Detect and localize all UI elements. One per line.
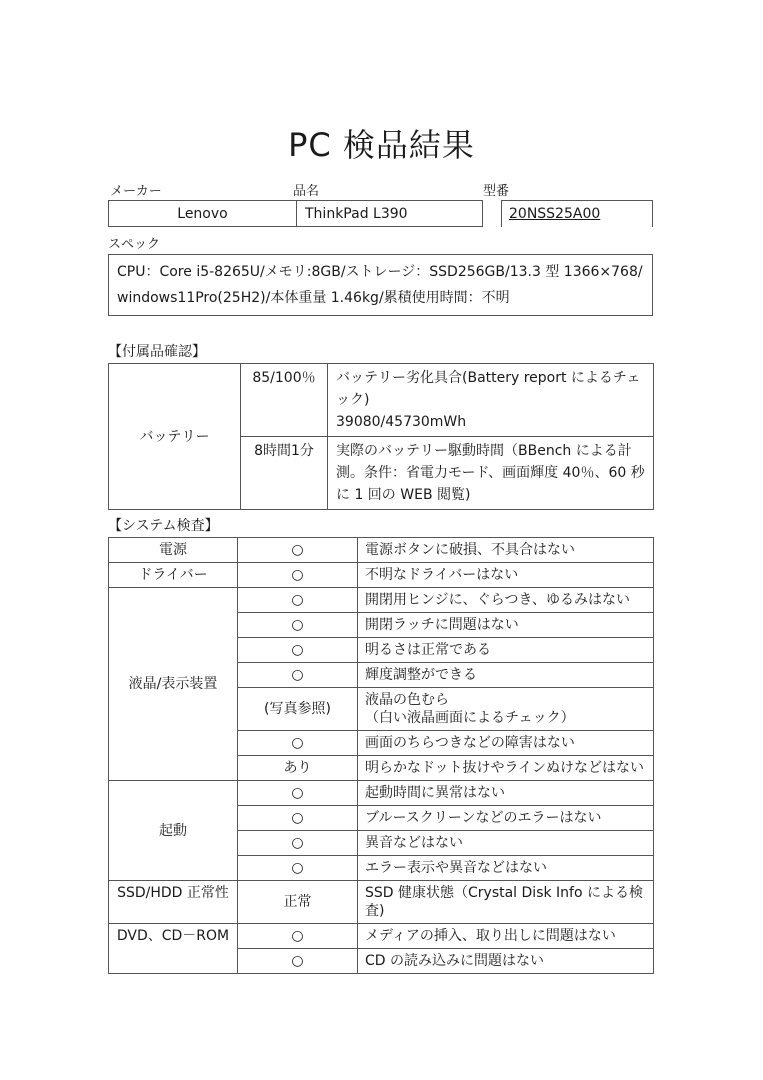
description-line: 起動時間に異常はない xyxy=(365,785,505,801)
spec-line: windows11Pro(25H2)/本体重量 1.46kg/累積使用時間：不明 xyxy=(117,290,510,306)
item-cell: ドライバー xyxy=(109,563,238,588)
system-section-title: 【システム検査】 xyxy=(108,518,219,534)
result-cell: ○ xyxy=(238,781,358,806)
product-table-row xyxy=(109,201,483,227)
model-number-box xyxy=(501,200,653,227)
inspection-row xyxy=(109,538,654,563)
description-line: 明らかなドット抜けやラインぬけなどはない xyxy=(365,760,645,776)
spec-label: スペック xyxy=(108,237,161,252)
description-line: 輝度調整ができる xyxy=(365,667,477,683)
result-cell: 正常 xyxy=(238,881,358,924)
result-cell: ○ xyxy=(238,563,358,588)
system-check-table xyxy=(108,537,654,974)
item-cell: バッテリー xyxy=(109,364,241,510)
description-line: 開閉用ヒンジに、ぐらつき、ゆるみはない xyxy=(365,592,630,608)
description-line: 液晶の色むら xyxy=(365,692,449,708)
description-line: 異音などはない xyxy=(365,835,463,851)
description-cell xyxy=(358,613,654,638)
description-line: バッテリー劣化具合(Battery report によるチェック) xyxy=(336,370,641,408)
inspection-row xyxy=(109,781,654,806)
result-cell: ○ xyxy=(238,638,358,663)
description-cell xyxy=(328,437,654,510)
maker-value: Lenovo xyxy=(109,201,297,227)
inspection-row xyxy=(109,563,654,588)
result-cell: ○ xyxy=(238,831,358,856)
result-cell: ○ xyxy=(238,538,358,563)
description-cell xyxy=(358,588,654,613)
description-line: メディアの挿入、取り出しに問題はない xyxy=(365,928,616,944)
item-cell: SSD/HDD 正常性 xyxy=(109,881,238,924)
result-cell: ○ xyxy=(238,613,358,638)
description-line: 不明なドライバーはない xyxy=(365,567,519,583)
accessory-section-title: 【付属品確認】 xyxy=(108,344,206,360)
inspection-row xyxy=(109,924,654,949)
description-cell xyxy=(358,638,654,663)
description-cell xyxy=(358,856,654,881)
description-line: エラー表示や異音などはない xyxy=(365,860,547,876)
accessory-check-table xyxy=(108,363,654,510)
result-cell: 85/100％ xyxy=(241,364,328,437)
result-cell: 8時間1分 xyxy=(241,437,328,510)
description-line: 画面のちらつきなどの障害はない xyxy=(365,735,575,751)
maker-column-label: メーカー xyxy=(110,184,162,199)
result-cell: ○ xyxy=(238,663,358,688)
description-cell xyxy=(358,731,654,756)
description-cell xyxy=(328,364,654,437)
description-cell xyxy=(358,949,654,974)
inspection-row xyxy=(109,588,654,613)
item-cell: 起動 xyxy=(109,781,238,881)
description-cell xyxy=(358,663,654,688)
product-name-value: ThinkPad L390 xyxy=(297,201,483,227)
model-column-label: 型番 xyxy=(483,184,510,199)
description-cell xyxy=(358,538,654,563)
description-line: 明るさは正常である xyxy=(365,642,491,658)
spec-line: CPU：Core i5-8265U/メモリ:8GB/ストレージ：SSD256GB/13.3 型 1366×768/ xyxy=(117,264,643,280)
result-cell: あり xyxy=(238,756,358,781)
description-cell xyxy=(358,563,654,588)
description-cell xyxy=(358,756,654,781)
inspection-row xyxy=(109,881,654,924)
description-line: 実際のバッテリー駆動時間（BBench による計測。条件：省電力モード、画面輝度 40％、60 秒に 1 回の WEB 閲覧) xyxy=(336,443,645,503)
description-cell xyxy=(358,688,654,731)
product-name-column-label: 品名 xyxy=(293,184,320,199)
description-line: ブルースクリーンなどのエラーはない xyxy=(365,810,602,826)
model-number-value: 20NSS25A00 xyxy=(509,206,601,222)
result-cell: ○ xyxy=(238,924,358,949)
result-cell: ○ xyxy=(238,806,358,831)
item-cell: 電源 xyxy=(109,538,238,563)
description-line: CD の読み込みに問題はない xyxy=(365,953,545,969)
item-cell: DVD、CD－ROM xyxy=(109,924,238,974)
page-title: PC 検品結果 xyxy=(288,126,475,164)
result-cell: (写真参照) xyxy=(238,688,358,731)
result-cell: ○ xyxy=(238,588,358,613)
result-cell: ○ xyxy=(238,731,358,756)
product-row xyxy=(108,200,653,227)
description-line: 開閉ラッチに問題はない xyxy=(365,617,519,633)
description-cell xyxy=(358,806,654,831)
description-cell xyxy=(358,831,654,856)
description-line: （白い液晶画面によるチェック） xyxy=(365,710,575,726)
product-header-row xyxy=(108,180,653,198)
result-cell: ○ xyxy=(238,949,358,974)
product-table xyxy=(108,200,483,227)
description-cell xyxy=(358,881,654,924)
document-content xyxy=(108,180,653,974)
result-cell: ○ xyxy=(238,856,358,881)
item-cell: 液晶/表示装置 xyxy=(109,588,238,781)
description-cell xyxy=(358,924,654,949)
description-line: 39080/45730mWh xyxy=(336,414,467,430)
description-line: SSD 健康状態（Crystal Disk Info による検査) xyxy=(365,885,643,919)
accessory-row xyxy=(109,364,654,437)
spec-box xyxy=(108,254,653,316)
description-cell xyxy=(358,781,654,806)
description-line: 電源ボタンに破損、不具合はない xyxy=(365,542,575,558)
